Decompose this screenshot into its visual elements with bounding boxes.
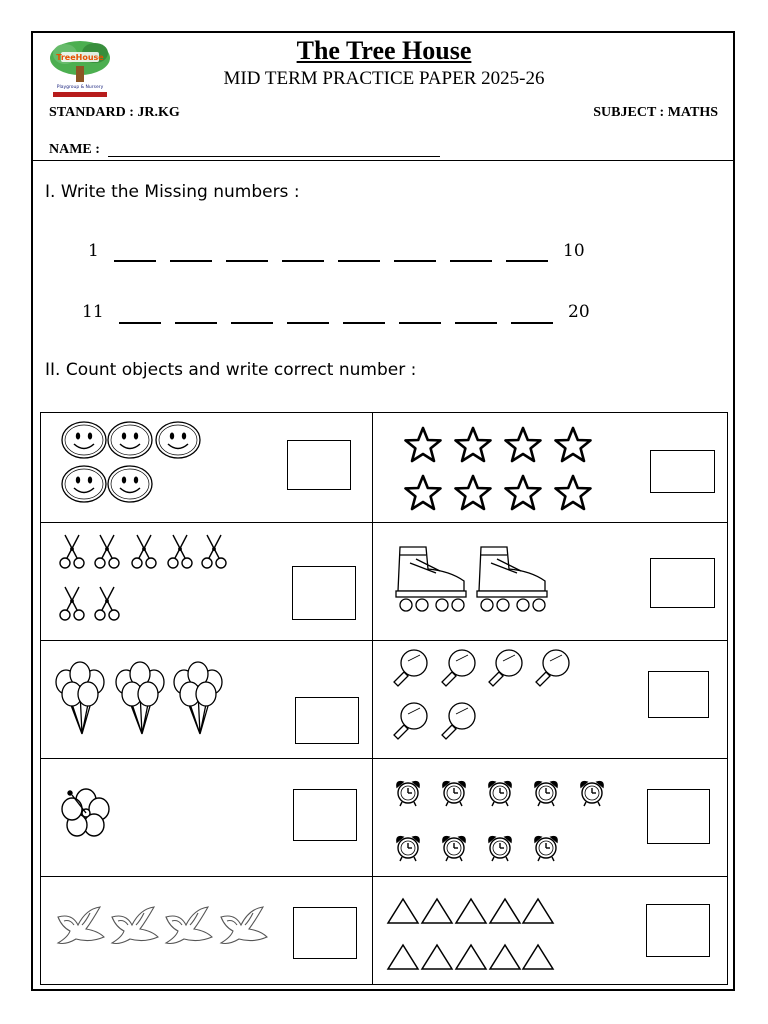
section1-title: I. Write the Missing numbers : xyxy=(45,182,300,202)
triangle-icon xyxy=(422,899,452,923)
paper-title: MID TERM PRACTICE PAPER 2025-26 xyxy=(223,68,545,89)
svg-text:TreeHouse: TreeHouse xyxy=(56,53,104,62)
row1-start-number: 1 xyxy=(88,241,99,261)
row2-start-number: 11 xyxy=(82,302,104,322)
triangle-icon xyxy=(388,945,418,969)
triangle-icon xyxy=(422,945,452,969)
triangle-icon xyxy=(456,945,486,969)
subject-label: SUBJECT : MATHS xyxy=(593,105,718,120)
school-name: The Tree House xyxy=(296,36,472,65)
triangle-icon xyxy=(388,899,418,923)
row1-end-number: 10 xyxy=(563,241,585,261)
triangle-icon xyxy=(490,899,520,923)
svg-text:Playgroup & Nursery: Playgroup & Nursery xyxy=(56,85,104,90)
row2-end-number: 20 xyxy=(568,302,590,322)
triangle-icon xyxy=(523,945,553,969)
triangle-icon xyxy=(456,899,486,923)
triangle-icon xyxy=(490,945,520,969)
standard-label: STANDARD : JR.KG xyxy=(49,105,180,120)
name-label: NAME : xyxy=(49,142,100,157)
triangle-icon xyxy=(523,899,553,923)
section2-title: II. Count objects and write correct number : xyxy=(45,360,417,380)
